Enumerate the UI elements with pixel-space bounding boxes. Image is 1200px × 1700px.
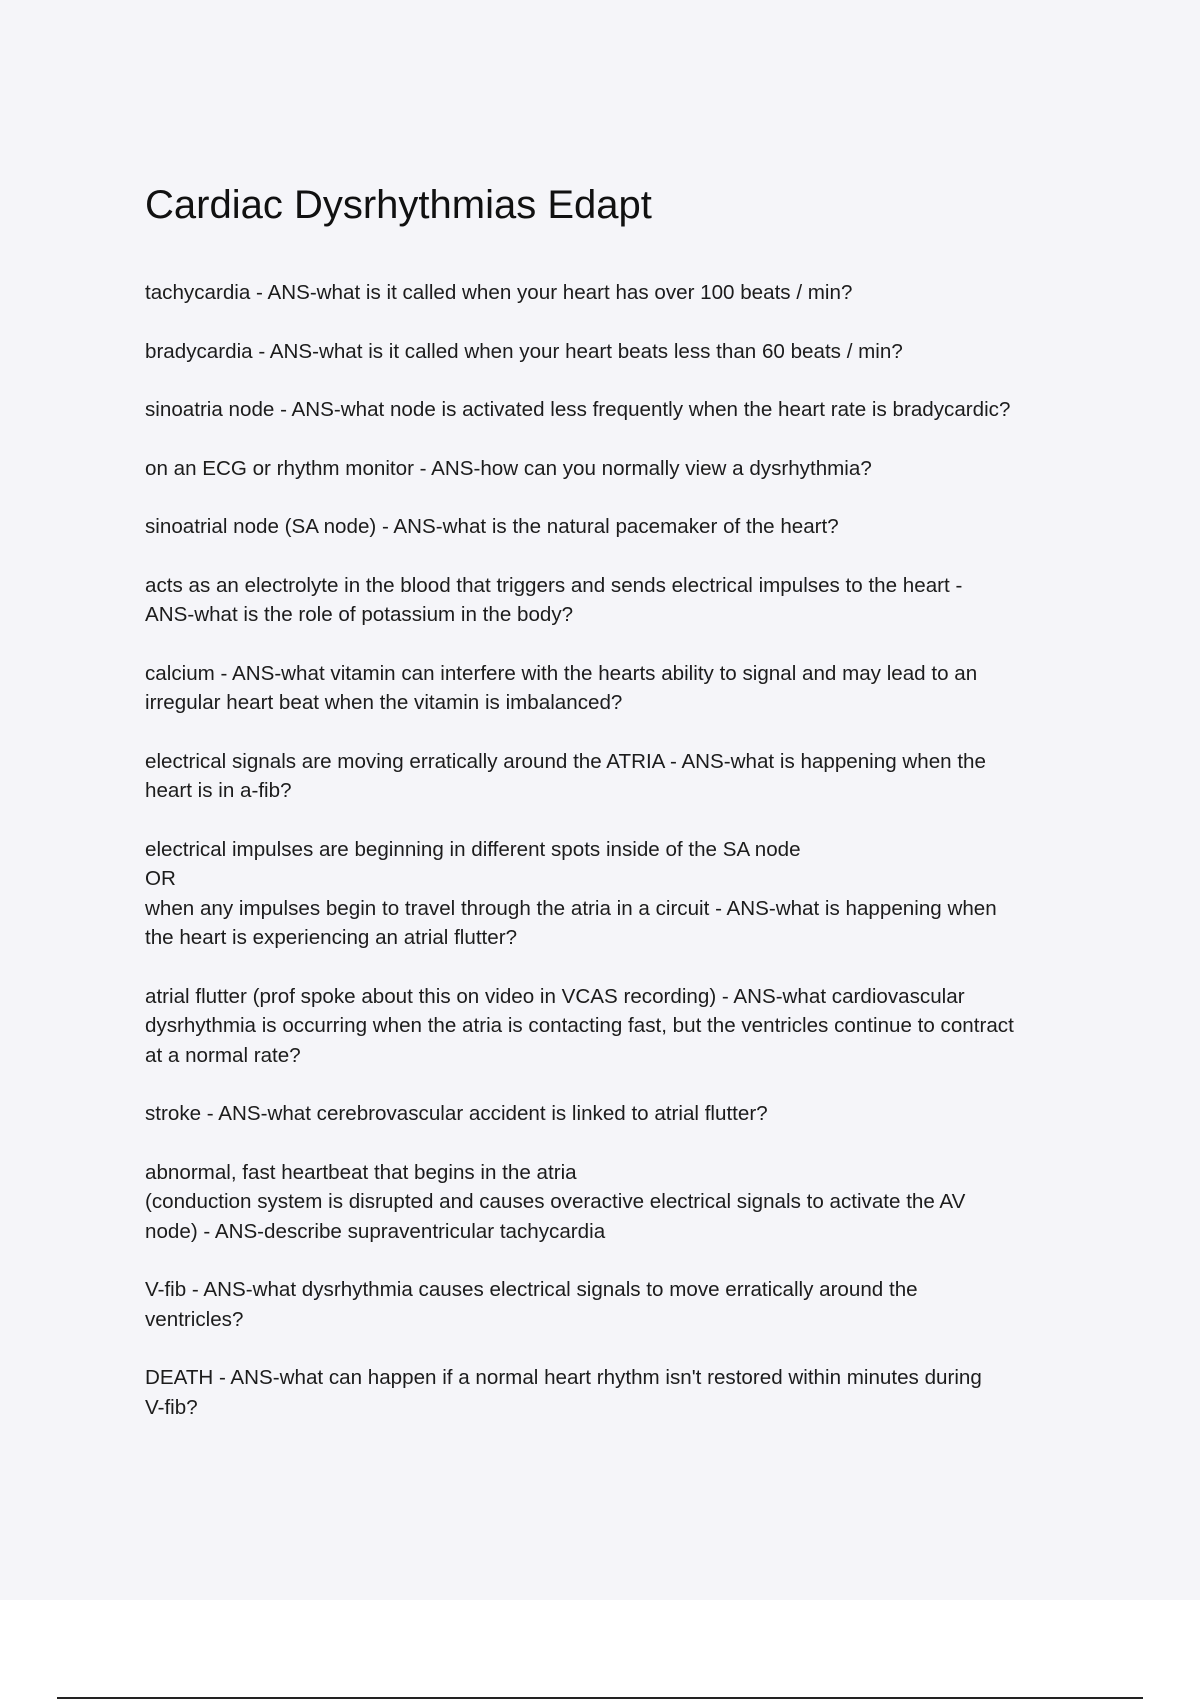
entry-text-line: sinoatrial node (SA node) - ANS-what is the natural pacemaker of the heart? [145, 515, 839, 538]
entry-text-line: heart is in a-fib? [145, 779, 292, 802]
flashcard-entry [145, 982, 1085, 1071]
entry-text-line: atrial flutter (prof spoke about this on video in VCAS recording) - ANS-what cardiovascular [145, 984, 965, 1008]
entry-text-line: calcium - ANS-what vitamin can interfere with the hearts ability to signal and may lead to an [145, 661, 978, 685]
entry-text-line: acts as an electrolyte in the blood that triggers and sends electrical impulses to the heart - [145, 573, 963, 597]
footer-divider [57, 1697, 1143, 1699]
entry-text-line: dysrhythmia is occurring when the atria is contacting fast, but the ventricles continue to contract [145, 1014, 1014, 1037]
flashcard-entry [145, 1158, 1085, 1247]
entry-text-line: V-fib? [145, 1395, 198, 1419]
entry-text-line: DEATH - ANS-what can happen if a normal heart rhythm isn't restored within minutes during [145, 1366, 982, 1389]
entry-text-line: (conduction system is disrupted and causes overactive electrical signals to activate the AV [145, 1190, 966, 1213]
flashcard-entry [145, 1099, 1085, 1129]
entry-text-line: ventricles? [145, 1307, 244, 1331]
entry-text-line: OR [145, 867, 176, 890]
entry-text-line: irregular heart beat when the vitamin is imbalanced? [145, 691, 623, 714]
flashcard-entry [145, 278, 1085, 308]
flashcard-entry [145, 395, 1085, 425]
page-title: Cardiac Dysrhythmias Edapt [145, 183, 652, 227]
flashcard-entry [145, 454, 1085, 484]
flashcard-entry [145, 512, 1085, 542]
flashcard-entry [145, 1363, 1085, 1422]
entry-text-line: abnormal, fast heartbeat that begins in the atria [145, 1160, 577, 1184]
entry-text-line: node) - ANS-describe supraventricular tachycardia [145, 1219, 606, 1243]
entry-text-line: stroke - ANS-what cerebrovascular accident is linked to atrial flutter? [145, 1102, 768, 1125]
entry-text-line: V-fib - ANS-what dysrhythmia causes electrical signals to move erratically around the [145, 1278, 918, 1301]
entry-text-line: tachycardia - ANS-what is it called when your heart has over 100 beats / min? [145, 281, 853, 304]
entry-text-line: ANS-what is the role of potassium in the body? [145, 603, 574, 626]
entry-text-line: electrical signals are moving erratically around the ATRIA - ANS-what is happening when the [145, 749, 986, 773]
entry-text-line: on an ECG or rhythm monitor - ANS-how can you normally view a dysrhythmia? [145, 456, 872, 480]
flashcard-entry [145, 659, 1085, 718]
flashcard-entry [145, 747, 1085, 806]
flashcard-entry [145, 337, 1085, 367]
entry-text-line: the heart is experiencing an atrial flutter? [145, 926, 518, 949]
flashcard-entry [145, 835, 1085, 953]
flashcard-list [145, 278, 1085, 1451]
entry-text-line: at a normal rate? [145, 1043, 301, 1067]
entry-text-line: sinoatria node - ANS-what node is activated less frequently when the heart rate is bradycardic? [145, 398, 1011, 421]
entry-text-line: electrical impulses are beginning in different spots inside of the SA node [145, 837, 801, 861]
entry-text-line: bradycardia - ANS-what is it called when your heart beats less than 60 beats / min? [145, 339, 903, 363]
entry-text-line: when any impulses begin to travel through the atria in a circuit - ANS-what is happening when [145, 896, 997, 920]
flashcard-entry [145, 1275, 1085, 1334]
flashcard-entry [145, 571, 1085, 630]
